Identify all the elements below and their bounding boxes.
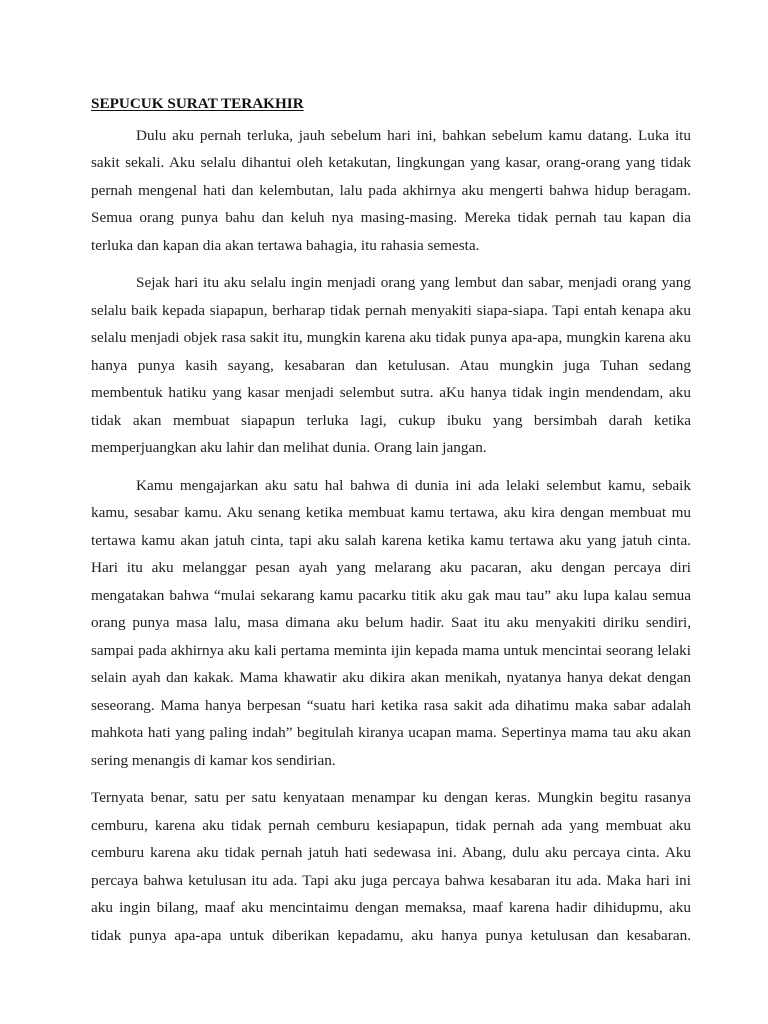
paragraph-2: Sejak hari itu aku selalu ingin menjadi orang yang lembut dan sabar, menjadi orang yang selalu baik kepada siapapun, berharap tidak pernah menyakiti siapa-siapa. Tapi entah kenapa aku selalu menjadi objek rasa sakit itu, mungkin karena aku tidak punya apa-apa, mungkin karena aku hanya punya kasih sayang, kesabaran dan ketulusan. Atau mungkin juga Tuhan sedang membentuk hatiku yang kasar menjadi selembut sutra. aKu hanya tidak ingin mendendam, aku tidak akan membuat siapapun terluka lagi, cukup ibuku yang bersimbah darah ketika memperjuangkan aku lahir dan melihat dunia. Orang lain jangan. bbox=[91, 274, 691, 456]
paragraph-3: Kamu mengajarkan aku satu hal bahwa di dunia ini ada lelaki selembut kamu, sebaik kamu, sesabar kamu. Aku senang ketika membuat kamu tertawa, aku kira dengan membuat mu tertawa kamu akan jatuh cinta, tapi aku salah karena ketika kamu tertawa aku yang jatuh cinta. Hari itu aku melanggar pesan ayah yang melarang aku pacaran, aku dengan percaya diri mengatakan bahwa “mulai sekarang kamu pacarku titik aku gak mau tau” aku lupa kalau semua orang punya masa lalu, masa dimana aku belum hadir. Saat itu aku menyakiti diriku sendiri, sampai pada akhirnya aku kali pertama meminta ijin kepada mama untuk mencintai seorang lelaki selain ayah dan kakak. Mama khawatir aku dikira akan menikah, nyatanya hanya dekat dengan seseorang. Mama hanya berpesan “suatu hari ketika rasa sakit ada dihatimu maka sabar adalah mahkota hati yang paling indah” begitulah kiranya ucapan mama. Sepertinya mama tau aku akan sering menangis di kamar kos sendirian. bbox=[91, 476, 691, 769]
document-title: SEPUCUK SURAT TERAKHIR bbox=[91, 95, 304, 112]
document-body bbox=[91, 89, 691, 949]
paragraph-4: Ternyata benar, satu per satu kenyataan menampar ku dengan keras. Mungkin begitu rasanya cemburu, karena aku tidak pernah cemburu kesiapapun, tidak pernah ada yang membuat aku cemburu karena aku tidak pernah jatuh hati sedewasa ini. Abang, dulu aku percaya cinta. Aku percaya bahwa ketulusan itu ada. Tapi aku juga percaya bahwa kesabaran itu ada. Maka hari ini aku ingin bilang, maaf aku mencintaimu dengan memaksa, maaf karena hadir dihidupmu, aku tidak punya apa-apa untuk diberikan kepadamu, aku hanya punya ketulusan dan kesabaran. bbox=[91, 789, 691, 944]
paragraph-1: Dulu aku pernah terluka, jauh sebelum hari ini, bahkan sebelum kamu datang. Luka itu sakit sekali. Aku selalu dihantui oleh ketakutan, lingkungan yang kasar, orang-orang yang tidak pernah mengenal hati dan kelembutan, lalu pada akhirnya aku mengerti bahwa hidup beragam. Semua orang punya bahu dan keluh nya masing-masing. Mereka tidak pernah tau kapan dia terluka dan kapan dia akan tertawa bahagia, itu rahasia semesta. bbox=[91, 126, 691, 254]
